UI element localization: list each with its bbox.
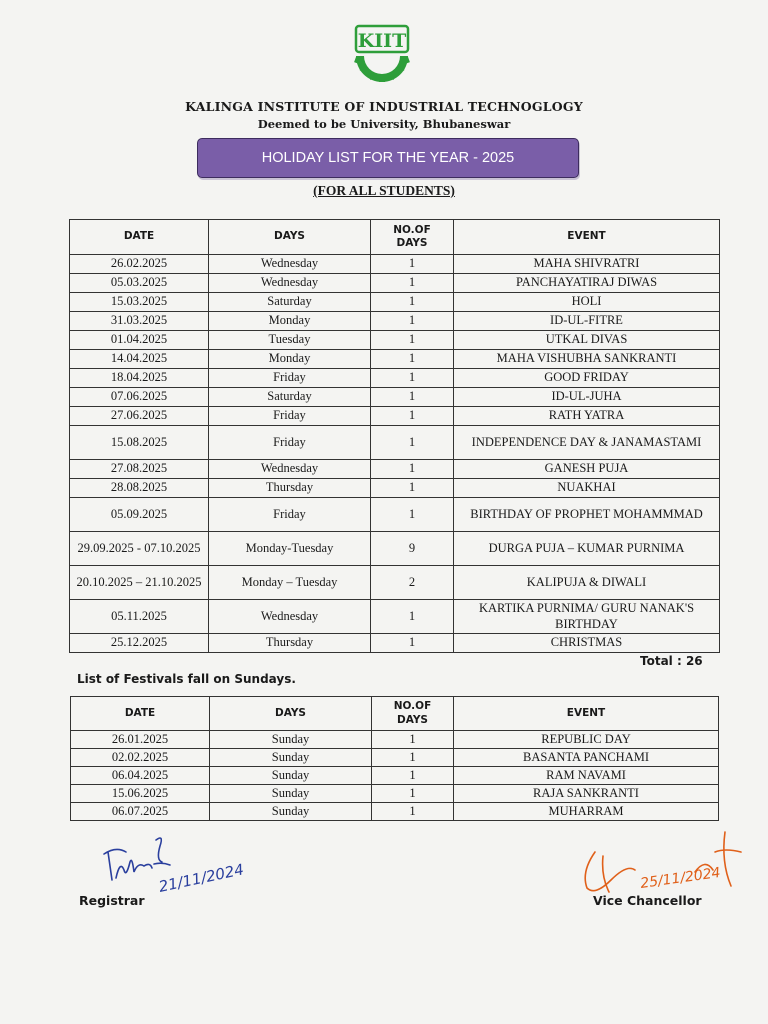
cell-event: KALIPUJA & DIWALI: [454, 566, 720, 600]
vice-chancellor-signature: [575, 822, 755, 902]
cell-date: 31.03.2025: [70, 312, 209, 331]
table-row: [70, 426, 720, 460]
holiday-total: Total : 26: [640, 654, 703, 668]
table-row: [70, 600, 720, 634]
registrar-signature-date: 21/11/2024: [157, 860, 246, 896]
cell-days: Tuesday: [209, 331, 371, 350]
cell-no-of-days: 1: [371, 600, 454, 634]
cell-no-of-days: 1: [372, 767, 454, 785]
cell-date: 26.01.2025: [71, 731, 210, 749]
cell-event: MAHA VISHUBHA SANKRANTI: [454, 350, 720, 369]
cell-days: Monday-Tuesday: [209, 532, 371, 566]
institution-subtitle: Deemed to be University, Bhubaneswar: [257, 117, 511, 131]
cell-date: 20.10.2025 – 21.10.2025: [70, 566, 209, 600]
cell-no-of-days: 1: [371, 426, 454, 460]
column-header-event: EVENT: [454, 697, 719, 731]
vice-chancellor-label: Vice Chancellor: [593, 893, 702, 908]
cell-event: RAJA SANKRANTI: [454, 785, 719, 803]
column-header-event: EVENT: [454, 220, 720, 255]
table-row: [71, 767, 719, 785]
cell-no-of-days: 9: [371, 532, 454, 566]
cell-date: 06.04.2025: [71, 767, 210, 785]
table-row: [70, 331, 720, 350]
cell-no-of-days: 1: [372, 803, 454, 821]
table-row: [70, 312, 720, 331]
cell-days: Friday: [209, 407, 371, 426]
table-header-row: [71, 697, 719, 731]
table-row: [70, 350, 720, 369]
cell-no-of-days: 1: [371, 274, 454, 293]
cell-no-of-days: 2: [371, 566, 454, 600]
table-row: [71, 749, 719, 767]
column-header-days: DAYS: [210, 697, 372, 731]
cell-days: Sunday: [210, 767, 372, 785]
cell-event: CHRISTMAS: [454, 634, 720, 653]
cell-date: 18.04.2025: [70, 369, 209, 388]
cell-no-of-days: 1: [371, 331, 454, 350]
sunday-festivals-table: [70, 696, 719, 821]
kiit-logo: [350, 22, 414, 84]
cell-date: 26.02.2025: [70, 255, 209, 274]
sunday-table-body: [71, 731, 719, 821]
cell-event: REPUBLIC DAY: [454, 731, 719, 749]
table-row: [71, 731, 719, 749]
table-row: [70, 532, 720, 566]
cell-no-of-days: 1: [371, 388, 454, 407]
cell-no-of-days: 1: [371, 634, 454, 653]
cell-no-of-days: 1: [372, 785, 454, 803]
cell-days: Monday – Tuesday: [209, 566, 371, 600]
cell-date: 05.11.2025: [70, 600, 209, 634]
cell-days: Sunday: [210, 749, 372, 767]
cell-event: RATH YATRA: [454, 407, 720, 426]
cell-no-of-days: 1: [371, 312, 454, 331]
column-header-days: DAYS: [209, 220, 371, 255]
cell-date: 07.06.2025: [70, 388, 209, 407]
cell-event: RAM NAVAMI: [454, 767, 719, 785]
table-row: [70, 498, 720, 532]
cell-days: Wednesday: [209, 460, 371, 479]
cell-date: 05.03.2025: [70, 274, 209, 293]
cell-no-of-days: 1: [371, 369, 454, 388]
cell-event: NUAKHAI: [454, 479, 720, 498]
table-row: [71, 785, 719, 803]
table-row: [70, 388, 720, 407]
column-header-date: DATE: [71, 697, 210, 731]
cell-date: 15.08.2025: [70, 426, 209, 460]
cell-event: MAHA SHIVRATRI: [454, 255, 720, 274]
cell-date: 27.06.2025: [70, 407, 209, 426]
cell-days: Friday: [209, 369, 371, 388]
cell-event: UTKAL DIVAS: [454, 331, 720, 350]
cell-days: Thursday: [209, 479, 371, 498]
cell-date: 06.07.2025: [71, 803, 210, 821]
cell-days: Friday: [209, 498, 371, 532]
column-header-no-of-days: NO.OF DAYS: [371, 220, 454, 255]
cell-days: Sunday: [210, 803, 372, 821]
cell-no-of-days: 1: [372, 731, 454, 749]
cell-event: INDEPENDENCE DAY & JANAMASTAMI: [454, 426, 720, 460]
column-header-no-of-days: NO.OF DAYS: [372, 697, 454, 731]
cell-no-of-days: 1: [371, 293, 454, 312]
institution-name: KALINGA INSTITUTE OF INDUSTRIAL TECHNOGLOGY: [185, 99, 583, 114]
audience-heading: (FOR ALL STUDENTS): [313, 183, 455, 198]
cell-event: KARTIKA PURNIMA/ GURU NANAK'S BIRTHDAY: [454, 600, 720, 634]
cell-event: GOOD FRIDAY: [454, 369, 720, 388]
cell-event: DURGA PUJA – KUMAR PURNIMA: [454, 532, 720, 566]
cell-event: HOLI: [454, 293, 720, 312]
cell-days: Monday: [209, 312, 371, 331]
cell-event: GANESH PUJA: [454, 460, 720, 479]
cell-event: PANCHAYATIRAJ DIWAS: [454, 274, 720, 293]
table-row: [70, 274, 720, 293]
holiday-list-banner: HOLIDAY LIST FOR THE YEAR - 2025: [197, 138, 579, 178]
cell-date: 25.12.2025: [70, 634, 209, 653]
table-row: [70, 369, 720, 388]
cell-days: Wednesday: [209, 255, 371, 274]
cell-days: Sunday: [210, 731, 372, 749]
sunday-festivals-heading: List of Festivals fall on Sundays.: [77, 672, 296, 686]
cell-date: 29.09.2025 - 07.10.2025: [70, 532, 209, 566]
table-row: [70, 566, 720, 600]
table-row: [70, 407, 720, 426]
cell-days: Saturday: [209, 293, 371, 312]
cell-days: Friday: [209, 426, 371, 460]
logo-text: KIIT: [357, 30, 407, 52]
cell-no-of-days: 1: [371, 479, 454, 498]
cell-no-of-days: 1: [372, 749, 454, 767]
cell-date: 02.02.2025: [71, 749, 210, 767]
cell-date: 01.04.2025: [70, 331, 209, 350]
table-row: [70, 479, 720, 498]
cell-event: ID-UL-FITRE: [454, 312, 720, 331]
table-row: [71, 803, 719, 821]
table-row: [70, 255, 720, 274]
cell-event: BIRTHDAY OF PROPHET MOHAMMMAD: [454, 498, 720, 532]
cell-days: Sunday: [210, 785, 372, 803]
cell-date: 05.09.2025: [70, 498, 209, 532]
cell-no-of-days: 1: [371, 350, 454, 369]
table-row: [70, 460, 720, 479]
registrar-label: Registrar: [79, 893, 145, 908]
cell-event: BASANTA PANCHAMI: [454, 749, 719, 767]
cell-days: Thursday: [209, 634, 371, 653]
cell-date: 15.03.2025: [70, 293, 209, 312]
cell-days: Saturday: [209, 388, 371, 407]
cell-date: 15.06.2025: [71, 785, 210, 803]
cell-days: Wednesday: [209, 274, 371, 293]
cell-date: 14.04.2025: [70, 350, 209, 369]
cell-days: Wednesday: [209, 600, 371, 634]
cell-date: 27.08.2025: [70, 460, 209, 479]
column-header-date: DATE: [70, 220, 209, 255]
cell-no-of-days: 1: [371, 460, 454, 479]
cell-days: Monday: [209, 350, 371, 369]
cell-no-of-days: 1: [371, 498, 454, 532]
cell-no-of-days: 1: [371, 255, 454, 274]
vice-chancellor-signature-date: 25/11/2024: [639, 864, 722, 892]
registrar-signature: [98, 832, 258, 902]
holiday-table: [69, 219, 720, 653]
holiday-table-body: [70, 255, 720, 653]
table-header-row: [70, 220, 720, 255]
cell-date: 28.08.2025: [70, 479, 209, 498]
cell-event: ID-UL-JUHA: [454, 388, 720, 407]
cell-event: MUHARRAM: [454, 803, 719, 821]
cell-no-of-days: 1: [371, 407, 454, 426]
table-row: [70, 293, 720, 312]
table-row: [70, 634, 720, 653]
